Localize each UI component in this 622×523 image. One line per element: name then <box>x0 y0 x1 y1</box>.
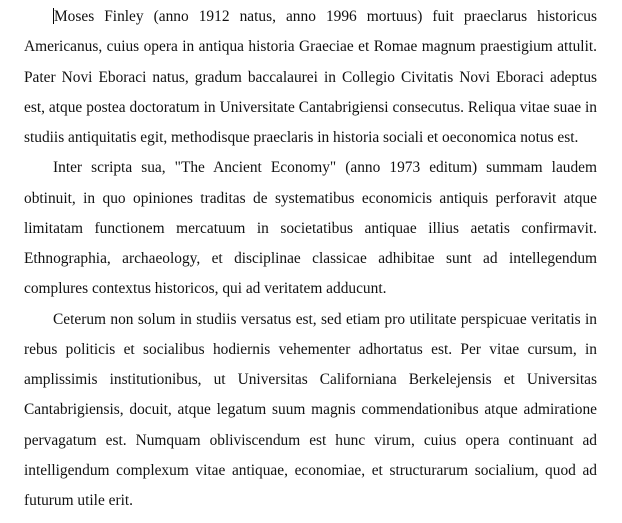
paragraph-2[interactable] <box>24 153 597 304</box>
paragraph-3[interactable] <box>24 305 597 517</box>
document-page[interactable] <box>0 2 622 523</box>
paragraph-2-text: Inter scripta sua, "The Ancient Economy" (anno 1973 editum) summam laudem obtinuit, in quo opiniones traditas de systematibus economicis antiquis perforavit atque limitatam functionem mercatuum in societatibus antiquae illius aetatis confirmavit. Ethnographia, archaeology, et disciplinae classicae adhibitae sunt ad intellegendum complures contextus historicos, qui ad veritatem adducunt. <box>24 159 597 298</box>
document-body[interactable] <box>24 2 597 516</box>
paragraph-3-text: Ceterum non solum in studiis versatus est, sed etiam pro utilitate perspicuae veritatis in rebus politicis et socialibus hodiernis vehementer adhortatus est. Per vitae cursum, in amplissimis institutionibus, ut Universitas Californiana Berkelejensis et Universitas Cantabrigiensis, docuit, atque legatum suum magnis commendationibus atque admiratione pervagatum est. Numquam obliviscendum est hunc virum, cuius opera continuant ad intelligendum complexum vitae antiquae, economiae, et structurarum socialium, quod ad futurum utile erit. <box>24 310 597 509</box>
paragraph-1[interactable] <box>24 2 597 153</box>
paragraph-1-text: Moses Finley (anno 1912 natus, anno 1996 mortuus) fuit praeclarus historicus Americanus, cuius opera in antiqua historia Graeciae et Romae magnum praestigium attulit. Pater Novi Eboraci natus, gradum baccalaurei in Collegio Civitatis Novi Eboraci adeptus est, atque postea doctoratum in Universitate Cantabrigiensi consecutus. Reliqua vitae suae in studiis antiquitatis egit, methodisque praeclaris in historia sociali et oeconomica notus est. <box>24 8 597 146</box>
